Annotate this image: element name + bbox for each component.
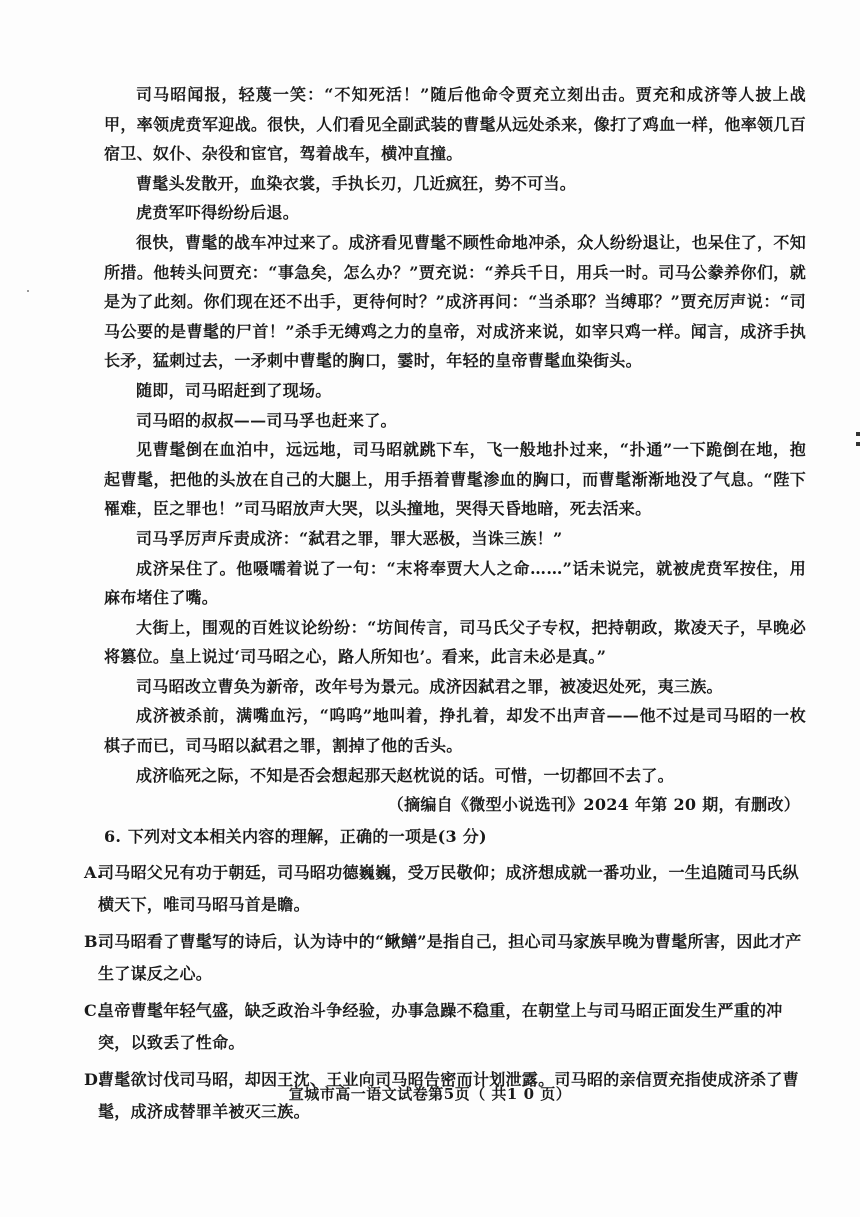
reading-passage bbox=[84, 80, 806, 1127]
option-letter: A. bbox=[84, 863, 103, 883]
source-citation: （摘编自《微型小说选刊》2024 年第 20 期，有删改） bbox=[387, 795, 800, 815]
scan-speck bbox=[27, 290, 29, 292]
option-letter: C. bbox=[84, 1001, 103, 1021]
option-c[interactable] bbox=[0, 995, 806, 1058]
option-a[interactable] bbox=[0, 857, 806, 920]
option-letter: B. bbox=[84, 932, 104, 952]
passage-paragraph: 司马昭的叔叔——司马孚也赶来了。 bbox=[136, 410, 397, 430]
passage-paragraph: 司马昭改立曹奂为新帝，改年号为景元。成济因弑君之罪，被凌迟处死，夷三族。 bbox=[136, 676, 723, 696]
question-stem bbox=[104, 822, 806, 852]
option-b[interactable] bbox=[0, 926, 806, 989]
passage-paragraph: 成济临死之际，不知是否会想起那天赵枕说的话。可惜，一切都回不去了。 bbox=[136, 765, 674, 785]
passage-paragraph: 成济呆住了。他嗫嚅着说了一句：“末将奉贾大人之命……”话未说完，就被虎贲军按住，用麻布堵住了嘴。 bbox=[104, 558, 806, 608]
option-letter: D. bbox=[84, 1070, 104, 1090]
question-6 bbox=[84, 822, 806, 1128]
question-number: 6. bbox=[104, 826, 122, 846]
passage-paragraph: 成济被杀前，满嘴血污，“呜呜”地叫着，挣扎着，却发不出声音——他不过是司马昭的一枚棋子而已，司马昭以弑君之罪，割掉了他的舌头。 bbox=[104, 706, 806, 756]
passage-paragraph: 大街上，围观的百姓议论纷纷：“坊间传言，司马氏父子专权，把持朝政，欺凌天子，早晚必将篡位。皇上说过‘司马昭之心，路人所知也’。看来，此言未必是真。” bbox=[104, 617, 806, 667]
passage-paragraph: 很快，曹髦的战车冲过来了。成济看见曹髦不顾性命地冲杀，众人纷纷退让，也呆住了，不知所措。他转头问贾充：“事急矣，怎么办？”贾充说：“养兵千日，用兵一时。司马公豢养你们，就是为了此刻。你们现在还不出手，更待何时？”成济再问：“当杀耶？当缚耶？”贾充厉声说：“司马公要的是曹髦的尸首！”杀手无缚鸡之力的皇帝，对成济来说，如宰只鸡一样。闻言，成济手执长矛，猛刺过去，一矛刺中曹髦的胸口，霎时，年轻的皇帝曹髦血染街头。 bbox=[104, 232, 806, 371]
option-text: 司马昭父兄有功于朝廷，司马昭功德巍巍，受万民敬仰；成济想成就一番功业，一生追随司马氏纵横天下，唯司马昭马首是瞻。 bbox=[98, 863, 799, 914]
page-footer: 宣城市高一语文试卷第5页（ 共1 0 页） bbox=[288, 1085, 572, 1103]
passage-paragraph: 随即，司马昭赶到了现场。 bbox=[136, 380, 332, 400]
passage-paragraph: 曹髦头发散开，血染衣裳，手执长刃，几近疯狂，势不可当。 bbox=[136, 173, 577, 193]
passage-paragraph: 见曹髦倒在血泊中，远远地，司马昭就跳下车，飞一般地扑过来，“扑通”一下跪倒在地，抱起曹髦，把他的头放在自己的大腿上，用手捂着曹髦渗血的胸口，而曹髦渐渐地没了气息。“陛下罹难，臣之罪也！”司马昭放声大哭，以头撞地，哭得天昏地暗，死去活来。 bbox=[104, 440, 806, 519]
option-text: 曹髦欲讨伐司马昭，却因王沈、王业向司马昭告密而计划泄露。司马昭的亲信贾充指使成济杀了曹髦，成济成替罪羊被灭三族。 bbox=[98, 1070, 799, 1121]
option-text: 皇帝曹髦年轻气盛，缺乏政治斗争经验，办事急躁不稳重，在朝堂上与司马昭正面发生严重的冲突，以致丢了性命。 bbox=[98, 1001, 783, 1052]
passage-paragraph: 司马孚厉声斥责成济：“弑君之罪，罪大恶极，当诛三族！” bbox=[136, 528, 563, 548]
passage-paragraph: 司马昭闻报，轻蔑一笑：“不知死活！”随后他命令贾充立刻出击。贾充和成济等人披上战甲，率领虎贲军迎战。很快，人们看见全副武装的曹髦从远处杀来，像打了鸡血一样，他率领几百宿卫、奴仆、杂役和宦官，驾着战车，横冲直撞。 bbox=[104, 85, 806, 164]
option-text: 司马昭看了曹髦写的诗后，认为诗中的“鳅鳝”是指自己，担心司马家族早晚为曹髦所害，因此才产生了谋反之心。 bbox=[98, 932, 802, 983]
question-text: 下列对文本相关内容的理解，正确的一项是(3 分) bbox=[127, 826, 487, 846]
binding-margin-mark bbox=[854, 428, 860, 456]
passage-paragraph: 虎贲军吓得纷纷后退。 bbox=[136, 203, 300, 223]
